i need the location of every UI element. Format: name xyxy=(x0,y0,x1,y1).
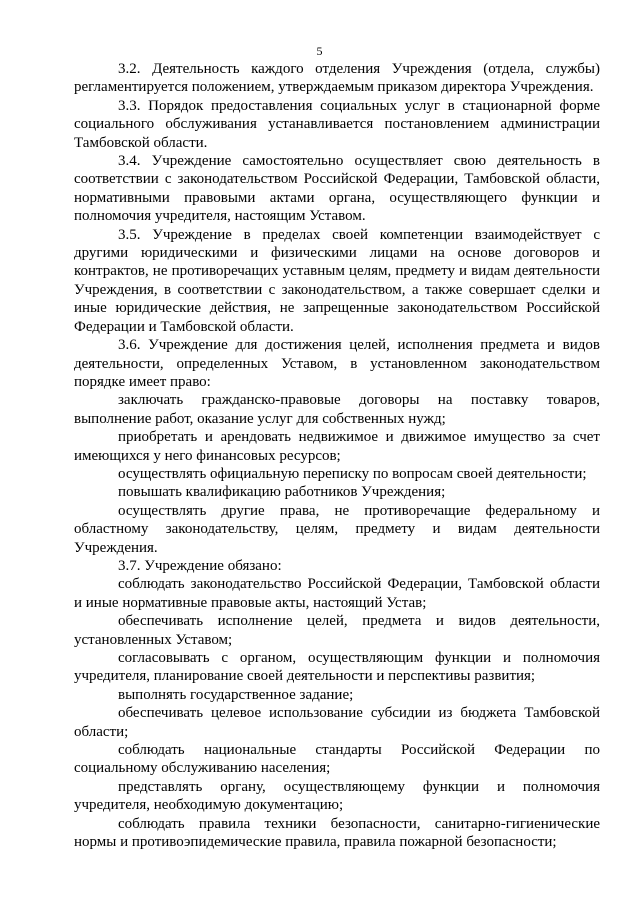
duties-item: соблюдать правила техники безопасности, санитарно-гигиенические нормы и противоэпидемические правила, правила пожарной безопасности; xyxy=(74,815,600,851)
duties-item: обеспечивать исполнение целей, предмета и видов деятельности, установленных Уставом; xyxy=(74,613,600,648)
rights-item: повышать квалификацию работников Учреждения; xyxy=(118,484,446,501)
duties-item: согласовывать с органом, осуществляющим функции и полномочия учредителя, планирование своей деятельности и перспективы развития; xyxy=(74,650,600,685)
duties-item: представлять органу, осуществляющему функции и полномочия учредителя, необходимую документацию; xyxy=(74,778,600,814)
paragraph-3-6: 3.6. Учреждение для достижения целей, исполнения предмета и видов деятельности, определенных Уставом, в установленном законодательством порядке имеет право: xyxy=(74,337,600,390)
paragraph-3-2: 3.2. Деятельность каждого отделения Учреждения (отдела, службы) регламентируется положением, утверждаемым приказом директора Учреждения. xyxy=(74,61,600,96)
duties-item: обеспечивать целевое использование субсидии из бюджета Тамбовской области; xyxy=(74,705,600,740)
duties-item: соблюдать законодательство Российской Федерации, Тамбовской области и иные нормативные правовые акты, настоящий Устав; xyxy=(74,576,600,611)
paragraph-3-5: 3.5. Учреждение в пределах своей компетенции взаимодействует с другими юридическими и физическими лицами на основе договоров и контрактов, не противоречащих уставным целям, предмету и видам деятельности Учреждения, в соответствии с законодательством, а также совершает сделки и иные юридические действия, не запрещенные законодательством Российской Федерации и Тамбовской области. xyxy=(74,226,600,335)
paragraph-3-3: 3.3. Порядок предоставления социальных услуг в стационарной форме социального обслуживания устанавливается постановлением администрации Тамбовской области. xyxy=(74,97,600,151)
rights-item: заключать гражданско-правовые договоры на поставку товаров, выполнение работ, оказание услуг для собственных нужд; xyxy=(74,392,600,427)
duties-item: соблюдать национальные стандарты Российской Федерации по социальному обслуживанию населения; xyxy=(74,742,600,777)
document-body xyxy=(74,60,600,851)
rights-item: приобретать и арендовать недвижимое и движимое имущество за счет имеющихся у него финансовых ресурсов; xyxy=(74,429,600,464)
paragraph-3-7: 3.7. Учреждение обязано: xyxy=(118,557,282,574)
rights-item: осуществлять другие права, не противоречащие федеральному и областному законодательству, целям, предмету и видам деятельности Учреждения. xyxy=(74,502,600,556)
page-number: 5 xyxy=(316,44,323,58)
paragraph-3-4: 3.4. Учреждение самостоятельно осуществляет свою деятельность в соответствии с законодательством Российской Федерации, Тамбовской области, нормативными правовыми актами органа, осуществляющего функции и полномочия учредителя, настоящим Уставом. xyxy=(74,153,600,225)
duties-item: выполнять государственное задание; xyxy=(118,686,354,703)
rights-item: осуществлять официальную переписку по вопросам своей деятельности; xyxy=(118,465,587,482)
